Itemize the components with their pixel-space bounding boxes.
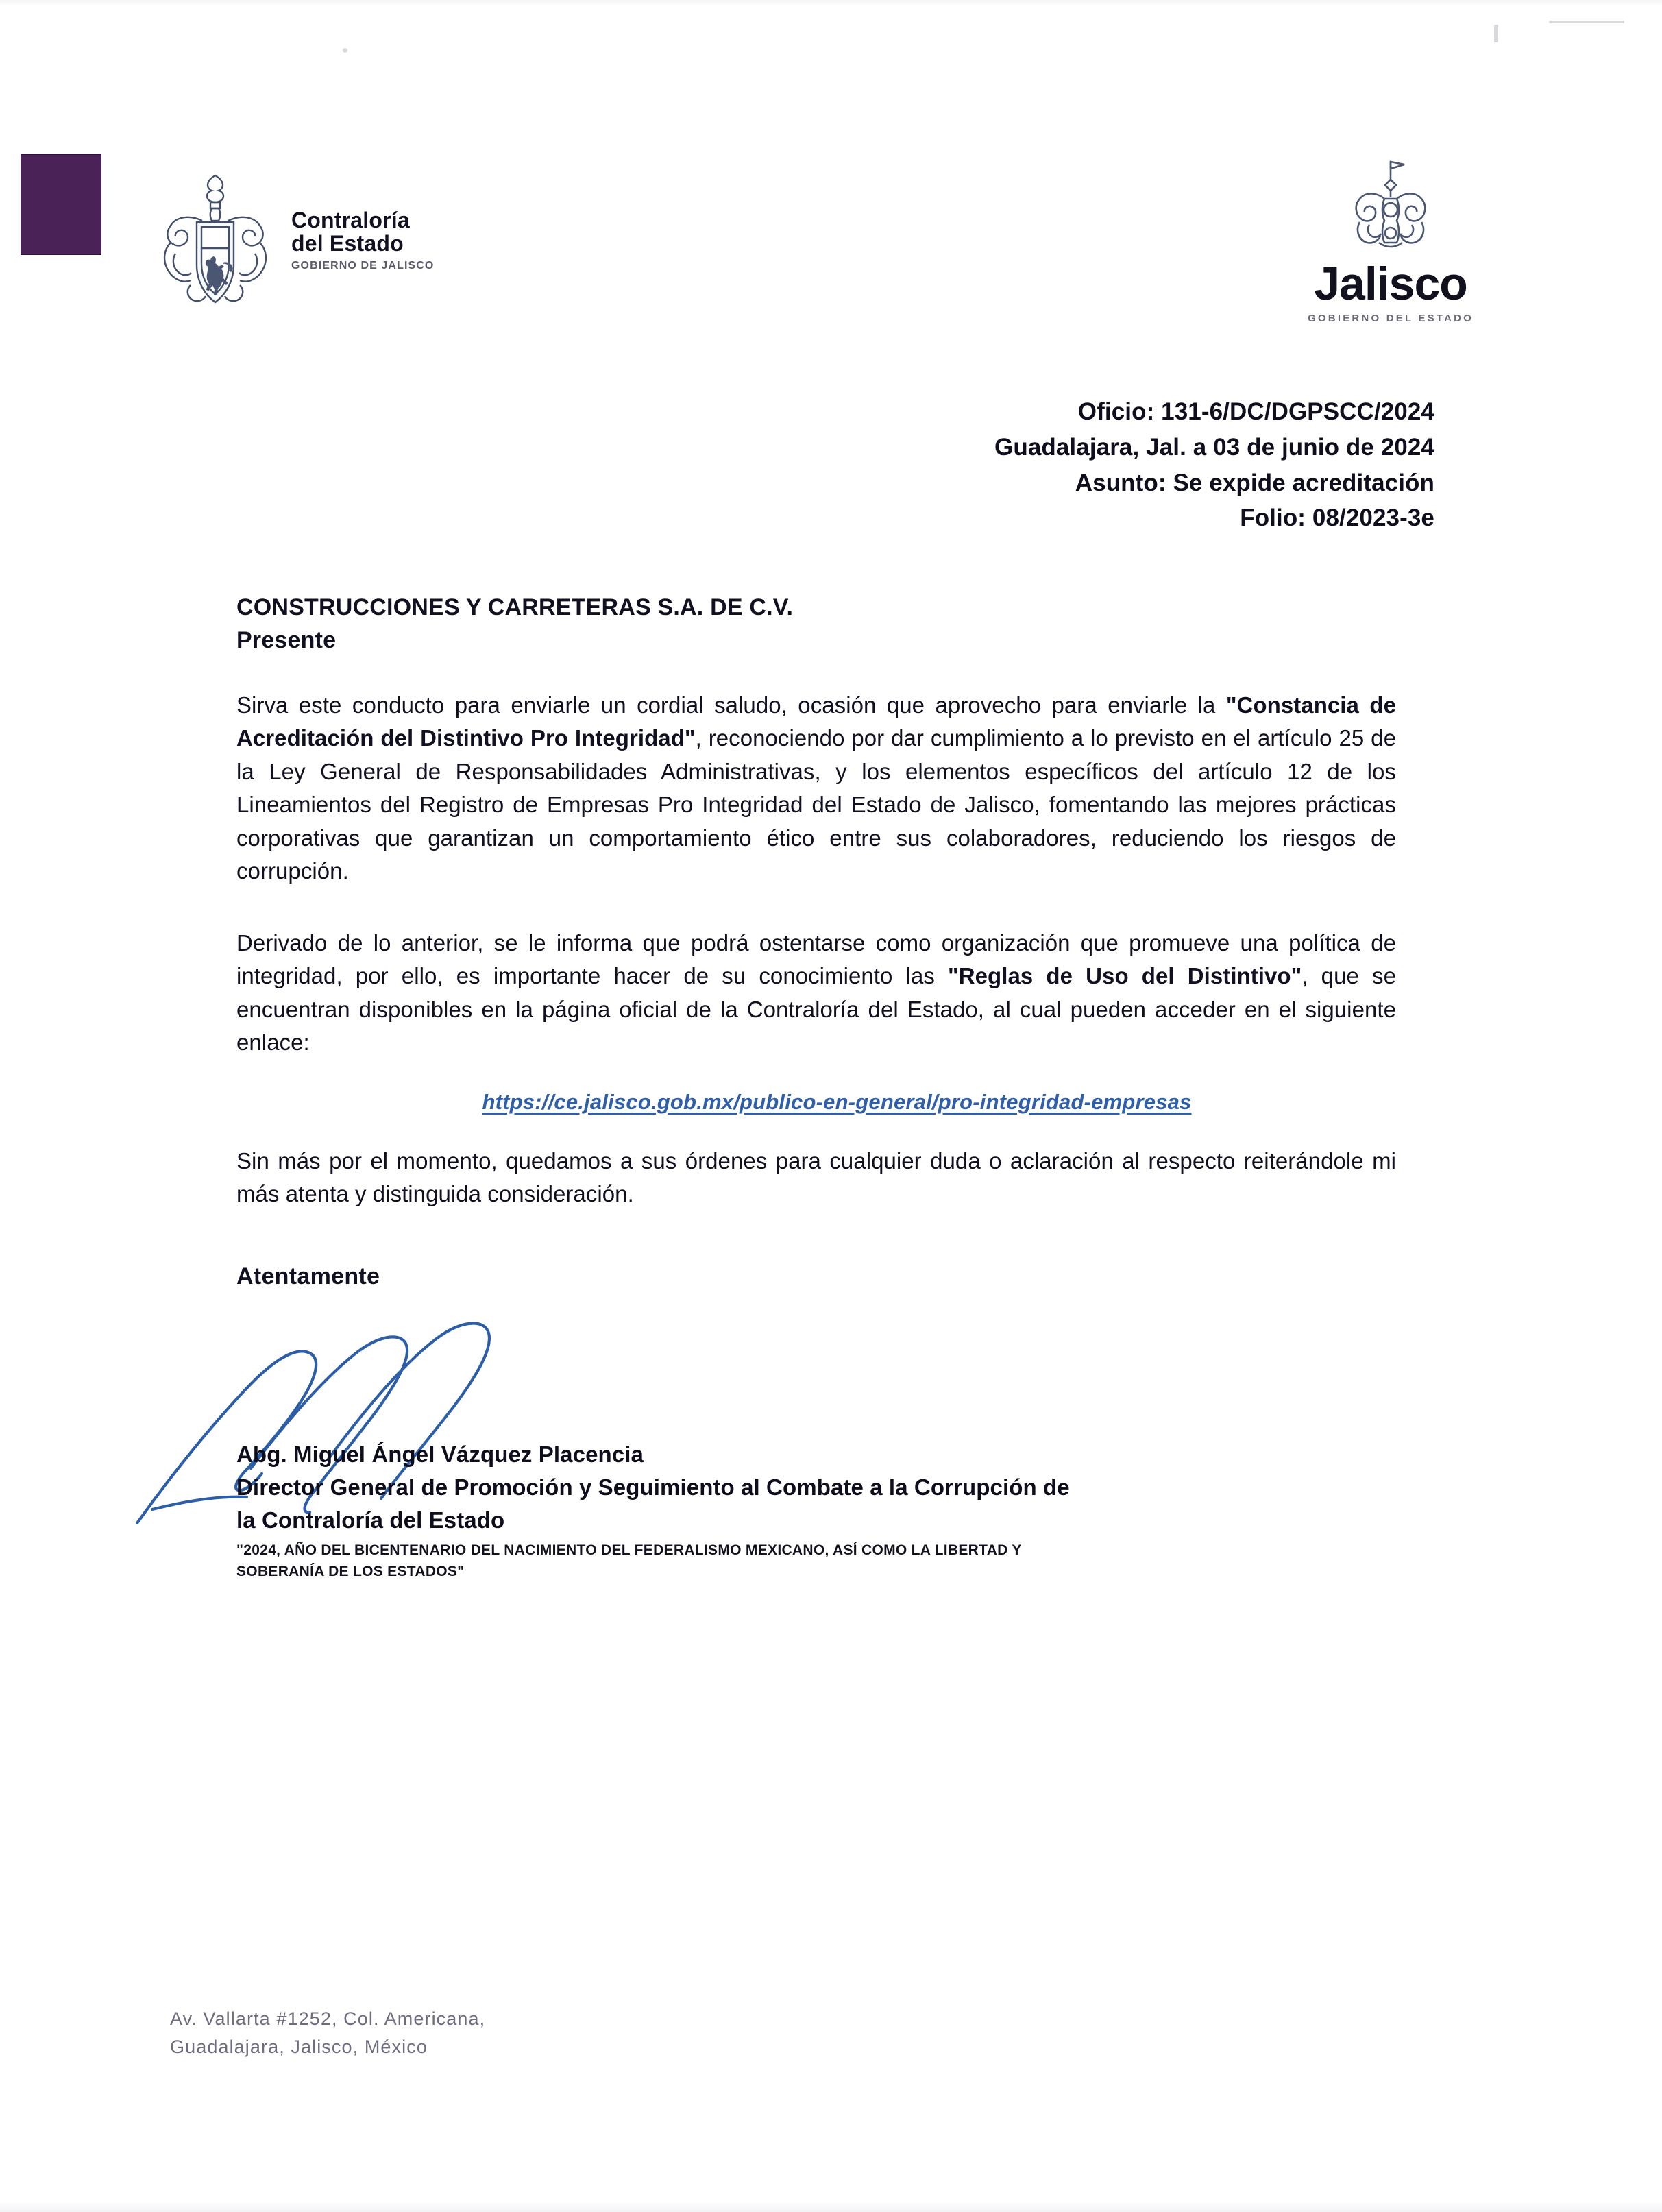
signature-area — [236, 1290, 1396, 1533]
contraloria-line-2: del Estado — [291, 231, 404, 256]
footer-address-line-1: Av. Vallarta #1252, Col. Americana, — [170, 2008, 486, 2029]
jalisco-logo — [1308, 156, 1474, 324]
year-slogan — [236, 1540, 1251, 1583]
meta-oficio: Oficio: 131-6/DC/DGPSCC/2024 — [1077, 398, 1434, 425]
jalisco-coat-of-arms-shield-icon — [154, 171, 276, 308]
signer-title-line-1: Director General de Promoción y Seguimiento al Combate a la Corrupción de — [236, 1474, 1070, 1500]
document-meta-block — [994, 394, 1434, 536]
purple-accent-block — [21, 154, 101, 255]
recipient-block — [236, 591, 1396, 657]
recipient-company: CONSTRUCCIONES Y CARRETERAS S.A. DE C.V. — [236, 594, 794, 620]
jalisco-subtitle: GOBIERNO DEL ESTADO — [1308, 313, 1474, 324]
meta-lugar-fecha: Guadalajara, Jal. a 03 de junio de 2024 — [994, 433, 1434, 461]
paragraph-2-text-b: , que se encuentran disponibles en la página oficial de la Contraloría del Estado, al cual pueden acceder en el siguiente enlace: — [236, 963, 1396, 1056]
contraloria-line-1: Contraloría — [291, 207, 410, 232]
jalisco-wordmark: Jalisco — [1314, 258, 1467, 310]
contraloria-logo — [154, 171, 434, 308]
recipient-salutation: Presente — [236, 627, 337, 654]
paragraph-3: Sin más por el momento, quedamos a sus órdenes para cualquier duda o aclaración al respecto reiterándole mi más atenta y distinguida consideración. — [236, 1147, 1396, 1207]
signer-title-line-2: la Contraloría del Estado — [236, 1507, 505, 1533]
signer-name: Abg. Miguel Ángel Vázquez Placencia — [236, 1441, 644, 1467]
paragraph-2-text-a: Derivado de lo anterior, se le informa que podrá ostentarse como organización que promueve una política de integridad, por ello, es importante hacer de su conocimiento las — [236, 929, 1396, 989]
paragraph-1-text-a: Sirva este conducto para enviarle un cordial saludo, ocasión que aprovecho para enviarle la — [236, 692, 1226, 718]
scan-speck — [1549, 21, 1624, 23]
meta-asunto: Asunto: Se expide acreditación — [1075, 469, 1434, 496]
meta-folio: Folio: 08/2023-3e — [1240, 505, 1434, 532]
footer-address-line-2: Guadalajara, Jalisco, México — [170, 2037, 428, 2058]
year-slogan-line-2: SOBERANÍA DE LOS ESTADOS" — [236, 1564, 465, 1580]
closing-atentamente: Atentamente — [236, 1263, 380, 1289]
paragraph-2 — [236, 927, 1396, 1060]
footer-address — [170, 2005, 485, 2061]
signer-block — [236, 1290, 1396, 1538]
scan-speck — [343, 48, 347, 53]
scan-speck — [1494, 25, 1498, 42]
paragraph-1-text-b: , reconociendo por dar cumplimiento a lo previsto en el artículo 25 de la Ley General de Responsabilidades Administrativas, y los elementos específicos del artículo 12 de los Lineamientos del Registro de Empresas Pro Integridad del Estado de Jalisco, fomentando las mejores prácticas corporativas que garantizan un comportamiento ético entre sus colaboradores, reduciendo los riesgos de corrupción. — [236, 725, 1396, 884]
year-slogan-line-1: "2024, AÑO DEL BICENTENARIO DEL NACIMIENTO DEL FEDERALISMO MEXICANO, ASÍ COMO LA LIBERTAD Y — [236, 1542, 1022, 1558]
jalisco-crown-emblem-icon — [1339, 156, 1442, 259]
document-body — [236, 591, 1396, 1583]
paragraph-1-bold: "Constancia de Acreditación del Distintivo Pro Integridad" — [236, 692, 1396, 751]
contraloria-wordmark — [291, 208, 434, 271]
scan-edge-top — [0, 0, 1662, 7]
contraloria-line-3: GOBIERNO DE JALISCO — [291, 259, 435, 271]
scan-edge-bottom — [0, 2201, 1662, 2212]
link-row — [236, 1090, 1396, 1115]
paragraph-1 — [236, 689, 1396, 888]
paragraph-2-bold: "Reglas de Uso del Distintivo" — [948, 963, 1302, 989]
pro-integridad-link[interactable]: https://ce.jalisco.gob.mx/publico-en-general/pro-integridad-empresas — [482, 1089, 1192, 1114]
